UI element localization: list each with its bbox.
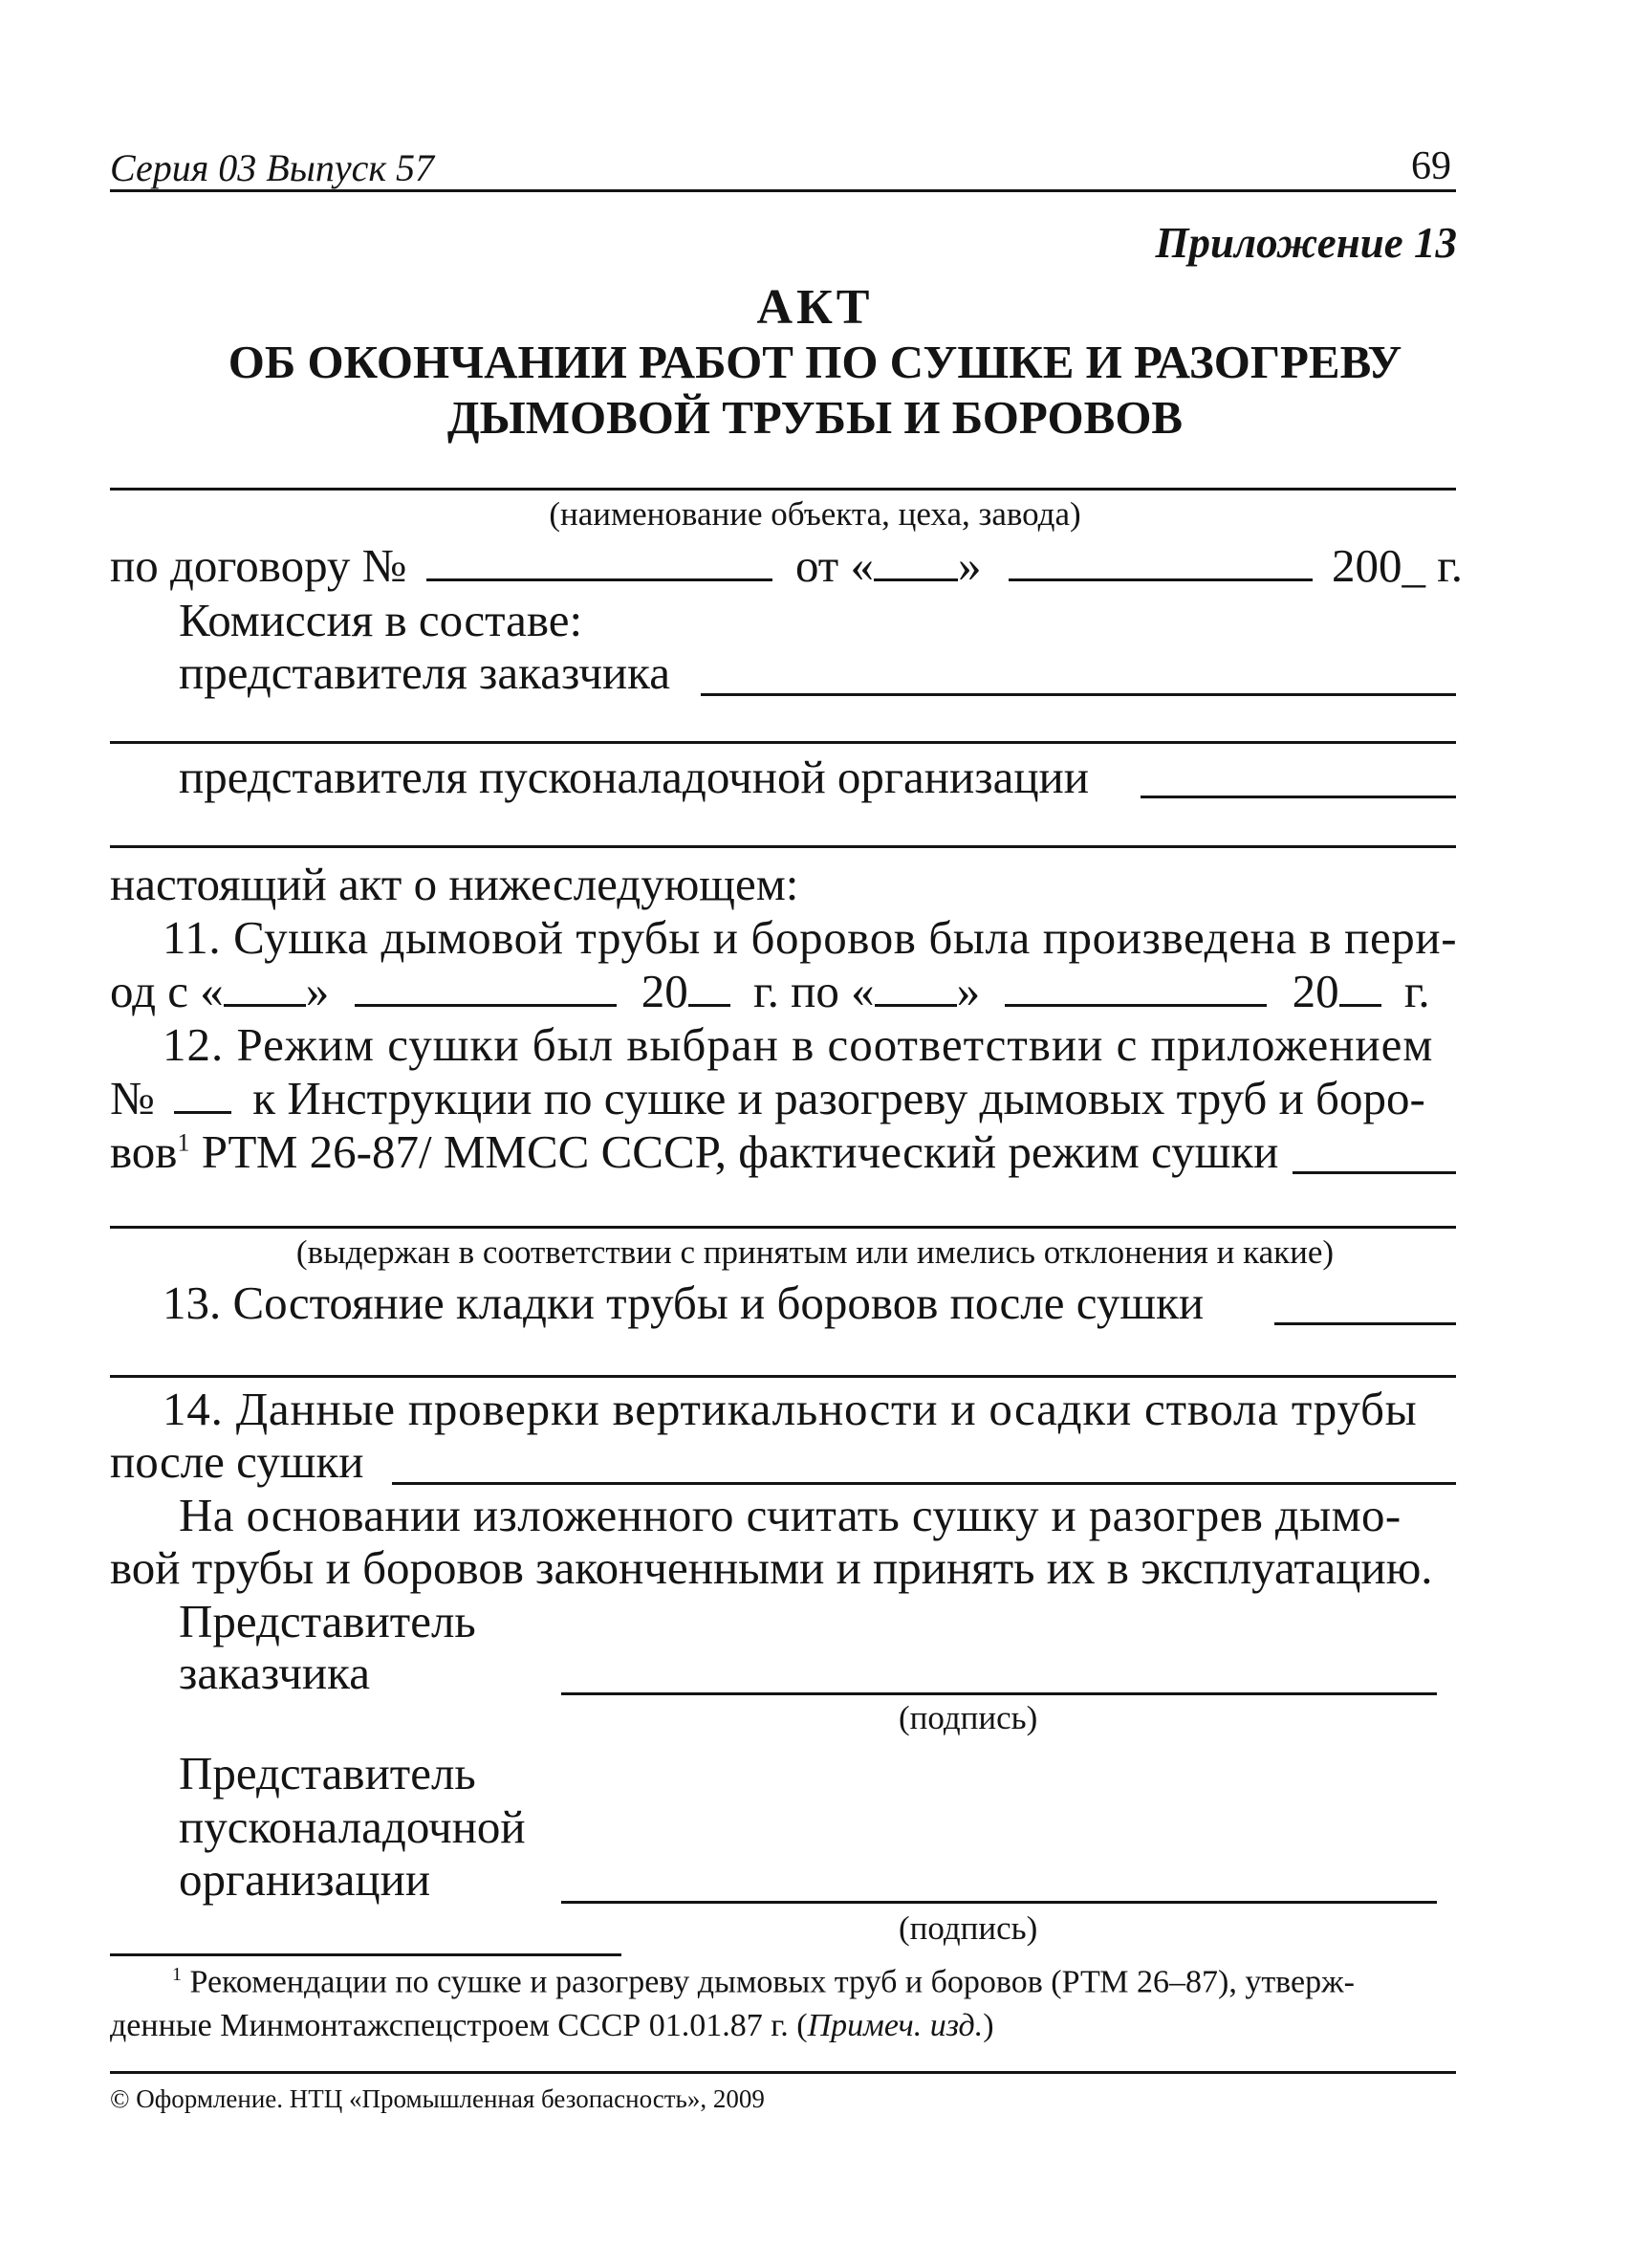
act-intro: настоящий акт о нижеследующем: <box>110 858 799 910</box>
appendix-number-field[interactable] <box>174 1110 231 1114</box>
contract-number-field[interactable] <box>426 578 772 581</box>
footnote-text-2b: ) <box>983 2008 994 2043</box>
contract-line <box>110 538 1463 593</box>
object-name-field[interactable] <box>110 488 1456 491</box>
customer-rep-field[interactable] <box>701 693 1456 696</box>
item-12-instruction-text: к Инструкции по сушке и разогреву дымовых труб и боро- <box>252 1072 1425 1124</box>
drying-start-month-field[interactable] <box>355 1003 617 1007</box>
masonry-condition-field-continued[interactable] <box>110 1375 1456 1378</box>
item-11-start-year-prefix: 20 <box>641 965 688 1017</box>
commissioning-rep-label: представителя пусконаладочной организации <box>179 751 1089 803</box>
footnote-reference[interactable]: 1 <box>177 1128 190 1157</box>
header-rule <box>110 189 1456 192</box>
footnote-text-1: Рекомендации по сушке и разогреву дымовых труб и боровов (РТМ 26–87), утверж- <box>182 1964 1355 2000</box>
running-header-series: Серия 03 Выпуск 57 <box>110 146 435 189</box>
customer-rep-line <box>179 645 670 700</box>
item-11-end-year-prefix: 20 <box>1292 965 1339 1017</box>
item-11-line-1: 11. Сушка дымовой трубы и боровов была произведена в пери- <box>163 911 1458 964</box>
item-11-from-prefix: од с « <box>110 965 224 1017</box>
customer-rep-field-continued[interactable] <box>110 741 1456 744</box>
signature-customer-label-2: заказчика <box>179 1646 370 1699</box>
contract-close-quote: » <box>957 539 982 592</box>
item-11-line-2 <box>110 964 1430 1018</box>
item-12-line-2 <box>110 1071 1425 1125</box>
item-11-quote-close-2: » <box>956 965 981 1017</box>
footnote-text-2-italic: Примеч. изд. <box>807 2008 984 2043</box>
contract-month-field[interactable] <box>1009 578 1313 581</box>
footnote-mark: 1 <box>172 1964 182 1985</box>
drying-end-year-field[interactable] <box>1339 1003 1381 1007</box>
drying-start-year-field[interactable] <box>688 1003 730 1007</box>
contract-from-label: от « <box>794 539 874 592</box>
item-11-to-prefix: г. по « <box>753 965 875 1017</box>
footnote-line-1 <box>172 1964 1355 2000</box>
item-13-label: 13. Состояние кладки трубы и боровов после сушки <box>163 1276 1205 1329</box>
customer-signature-field[interactable] <box>561 1692 1437 1695</box>
item-14-line-2: после сушки <box>110 1435 364 1488</box>
drying-end-month-field[interactable] <box>1005 1003 1267 1007</box>
signature-commissioning-label-2: пусконаладочной <box>179 1800 526 1853</box>
footnote-line-2 <box>110 2008 994 2044</box>
commission-intro: Комиссия в составе: <box>179 594 583 646</box>
signature-customer-label-1: Представитель <box>179 1595 476 1647</box>
footer-rule <box>110 2071 1456 2074</box>
signature-commissioning-label-3: организации <box>179 1853 431 1906</box>
item-12-text-b: РТМ 26-87/ ММСС СССР, фактический режим сушки <box>189 1125 1279 1178</box>
masonry-condition-field[interactable] <box>1274 1322 1456 1325</box>
item-11-year-suffix: г. <box>1403 965 1430 1017</box>
conclusion-line-1: На основании изложенного считать сушку и разогрев дымо- <box>179 1489 1402 1541</box>
signature-commissioning-label-1: Представитель <box>179 1747 476 1799</box>
signature-caption-2: (подпись) <box>899 1909 1038 1947</box>
contract-prefix: по договору № <box>110 539 407 592</box>
item-11-quote-close: » <box>305 965 330 1017</box>
commissioning-signature-field[interactable] <box>561 1901 1437 1904</box>
footnote-separator <box>110 1953 621 1956</box>
actual-regime-field[interactable] <box>1293 1171 1456 1174</box>
document-title-line-3: ДЫМОВОЙ ТРУБЫ И БОРОВОВ <box>446 391 1184 444</box>
copyright: © Оформление. НТЦ «Промышленная безопасность», 2009 <box>110 2084 765 2113</box>
page-number: 69 <box>1411 144 1451 188</box>
item-12-line-3 <box>110 1124 1278 1179</box>
contract-day-field[interactable] <box>874 578 958 581</box>
regime-caption: (выдержан в соответствии с принятым или имелись отклонения и какие) <box>295 1233 1335 1271</box>
item-12-line-1: 12. Режим сушки был выбран в соответствии с приложением <box>163 1018 1434 1071</box>
footnote-text-2a: денные Минмонтажспецстроем СССР 01.01.87 г. ( <box>110 2008 808 2043</box>
customer-rep-label: представителя заказчика <box>179 646 670 699</box>
commissioning-rep-field-continued[interactable] <box>110 845 1456 848</box>
object-name-caption: (наименование объекта, цеха, завода) <box>549 495 1081 533</box>
drying-end-day-field[interactable] <box>875 1003 957 1007</box>
signature-caption-1: (подпись) <box>899 1699 1038 1736</box>
item-14-line-1: 14. Данные проверки вертикальности и осадки ствола трубы <box>163 1383 1418 1435</box>
document-title: АКТ <box>756 280 874 335</box>
contract-year: 200_ г. <box>1331 539 1464 592</box>
actual-regime-field-continued[interactable] <box>110 1226 1456 1229</box>
item-12-number-sign: № <box>110 1072 155 1124</box>
drying-start-day-field[interactable] <box>224 1003 306 1007</box>
commissioning-rep-field[interactable] <box>1141 796 1456 798</box>
conclusion-line-2: вой трубы и боровов законченными и принять их в эксплуатацию. <box>110 1541 1433 1594</box>
appendix-label: Приложение 13 <box>1155 219 1457 267</box>
item-12-text-a: вов <box>110 1125 178 1178</box>
document-title-line-2: ОБ ОКОНЧАНИИ РАБОТ ПО СУШКЕ И РАЗОГРЕВУ <box>228 336 1402 388</box>
verticality-data-field[interactable] <box>392 1482 1456 1485</box>
